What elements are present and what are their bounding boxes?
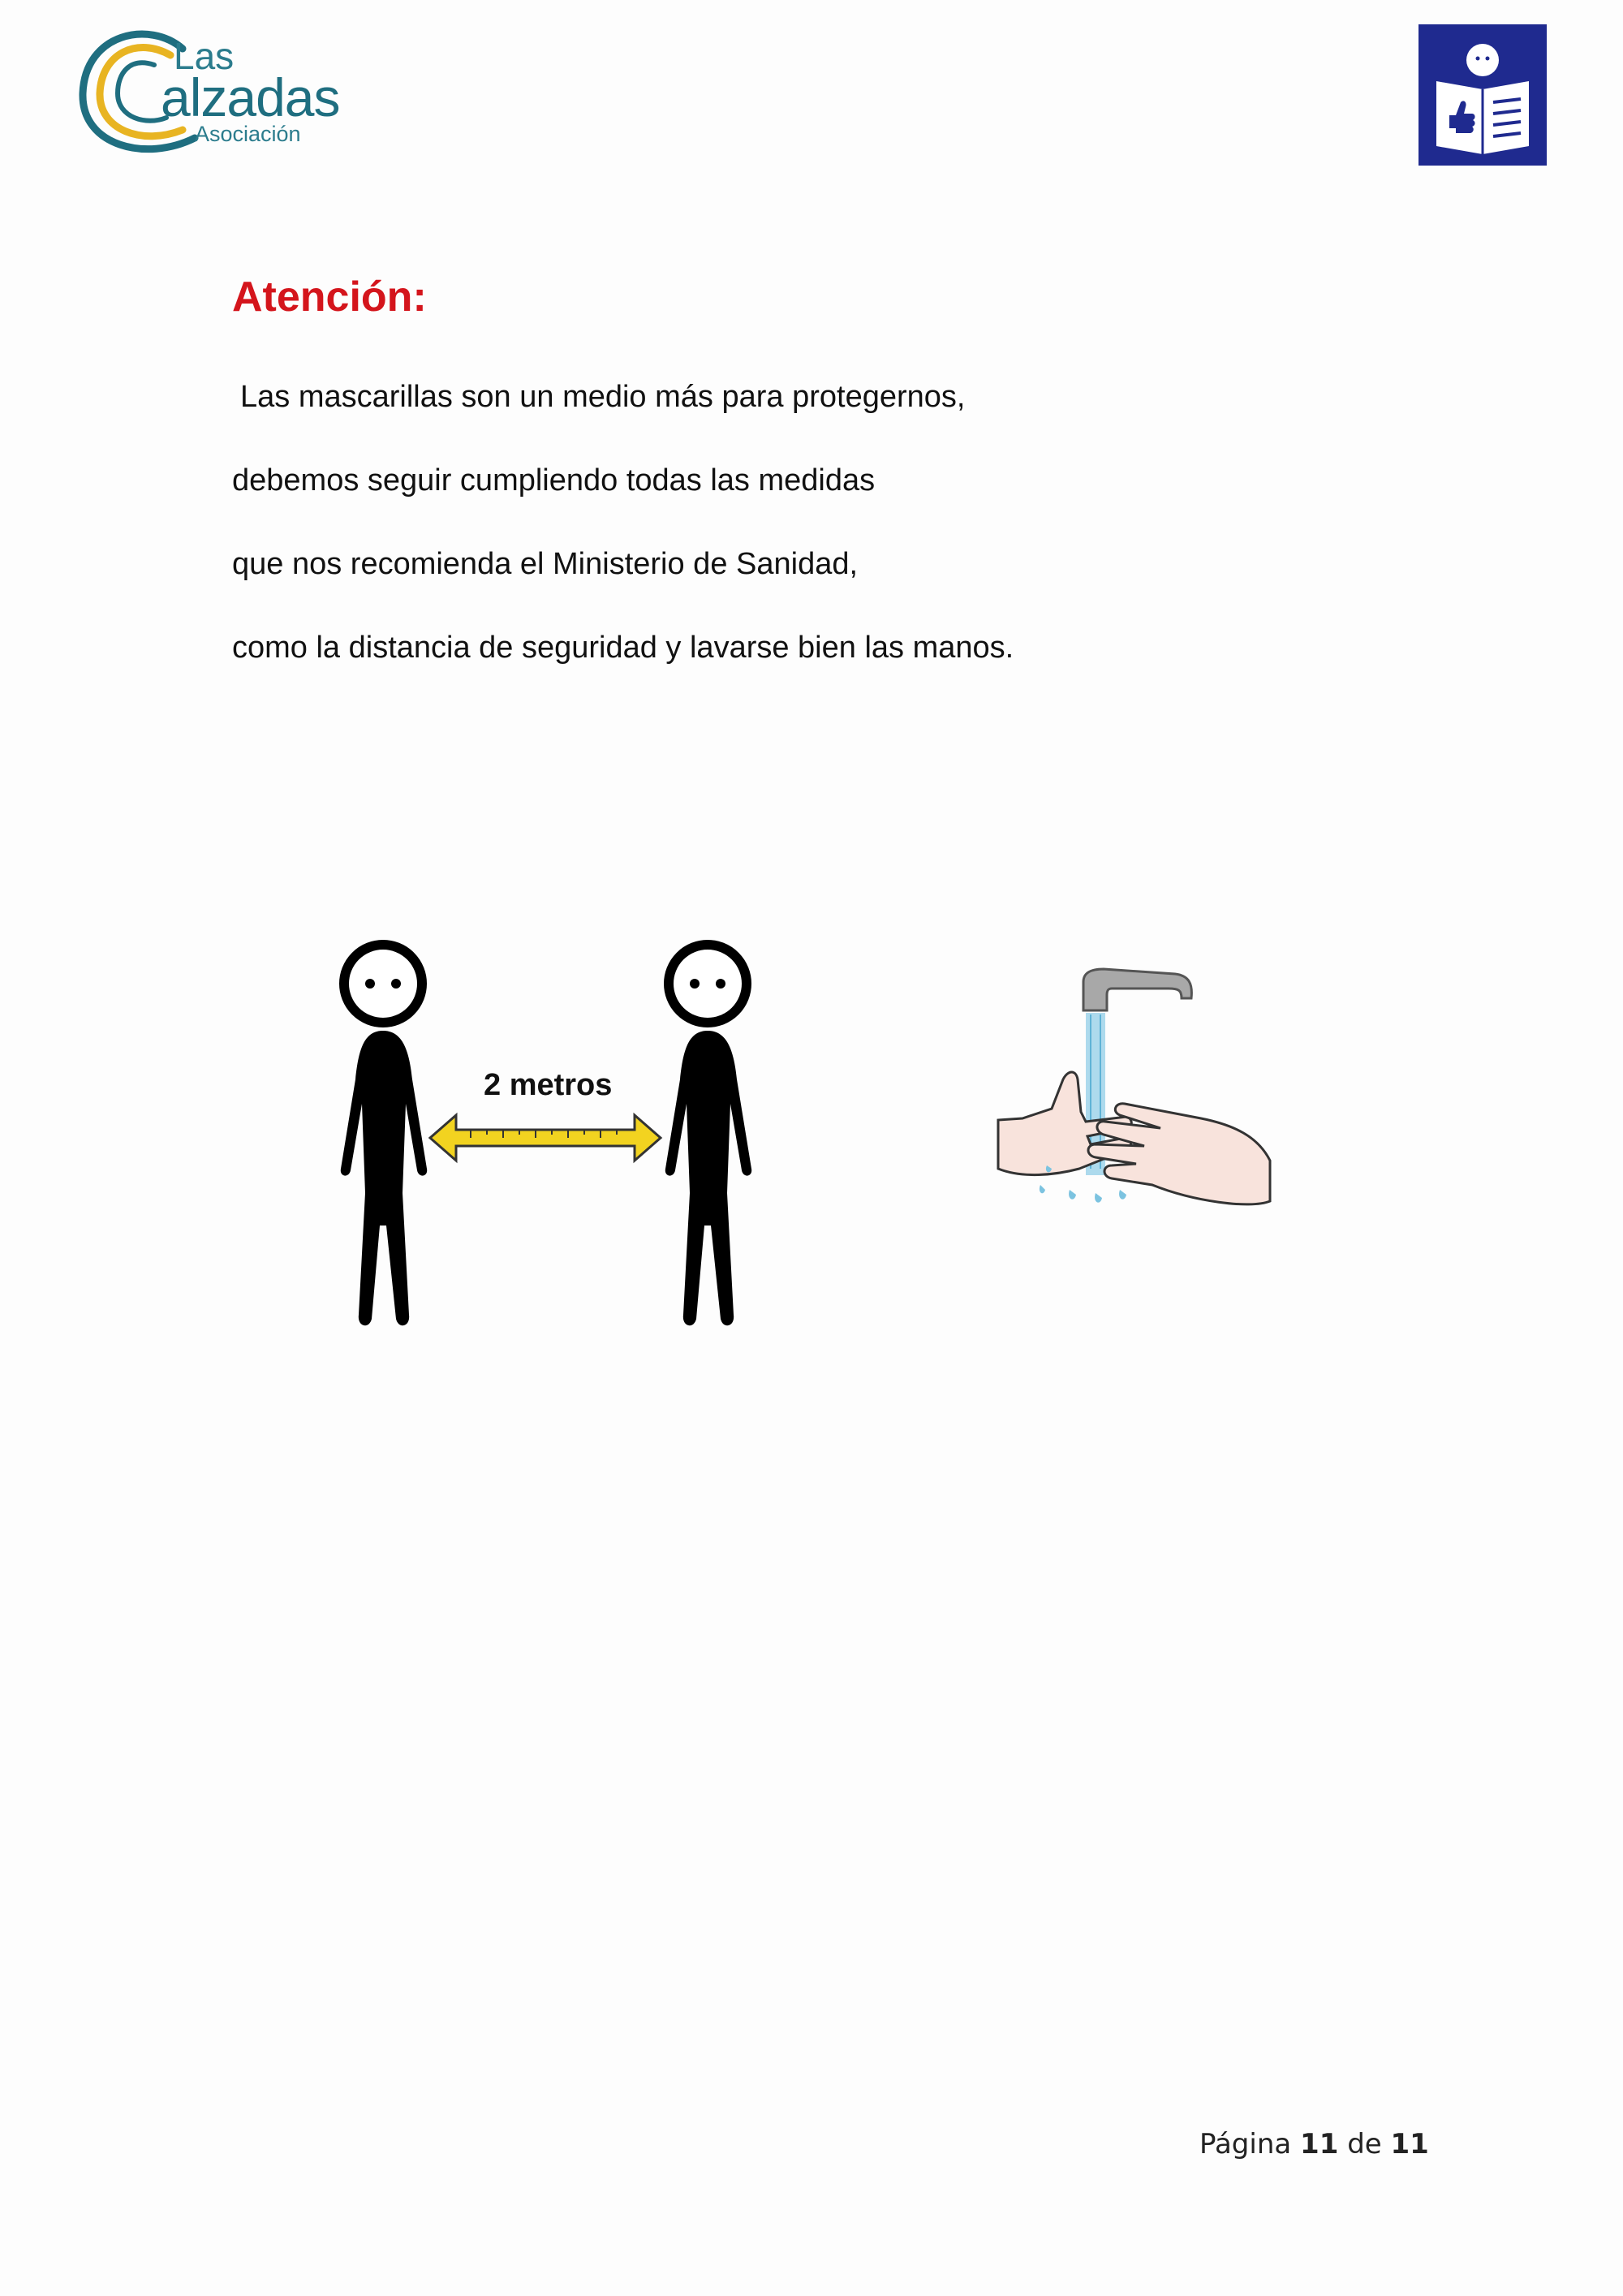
person-left-icon	[341, 945, 427, 1325]
social-distance-icon	[308, 925, 779, 1363]
distance-label: 2 metros	[484, 1068, 613, 1102]
distance-arrow-icon	[430, 1115, 661, 1161]
association-logo	[73, 16, 340, 162]
handwashing-icon	[990, 966, 1282, 1226]
person-right-icon	[665, 945, 751, 1325]
easy-read-icon	[1419, 24, 1547, 166]
logo-text-las: Las	[174, 35, 235, 77]
logo-text-asociacion: Asociación	[195, 122, 301, 146]
page-number	[1199, 2128, 1429, 2160]
paragraph-line: como la distancia de seguridad y lavarse bien las manos.	[232, 631, 1014, 665]
page-number-separator: de	[1347, 2128, 1382, 2160]
page-number-current: 11	[1300, 2128, 1339, 2160]
logo-text-alzadas: alzadas	[161, 67, 340, 127]
social-distance-pictogram	[308, 925, 779, 1363]
paragraph-line: Las mascarillas son un medio más para protegernos,	[240, 380, 966, 414]
page-number-prefix: Página	[1199, 2128, 1292, 2160]
handwashing-pictogram	[990, 966, 1282, 1226]
paragraph-line: debemos seguir cumpliendo todas las medidas	[232, 463, 876, 498]
page-number-total: 11	[1390, 2128, 1429, 2160]
easy-read-badge	[1419, 24, 1547, 166]
paragraph-line: que nos recomienda el Ministerio de Sanidad,	[232, 547, 859, 581]
page-heading: Atención:	[232, 274, 427, 321]
